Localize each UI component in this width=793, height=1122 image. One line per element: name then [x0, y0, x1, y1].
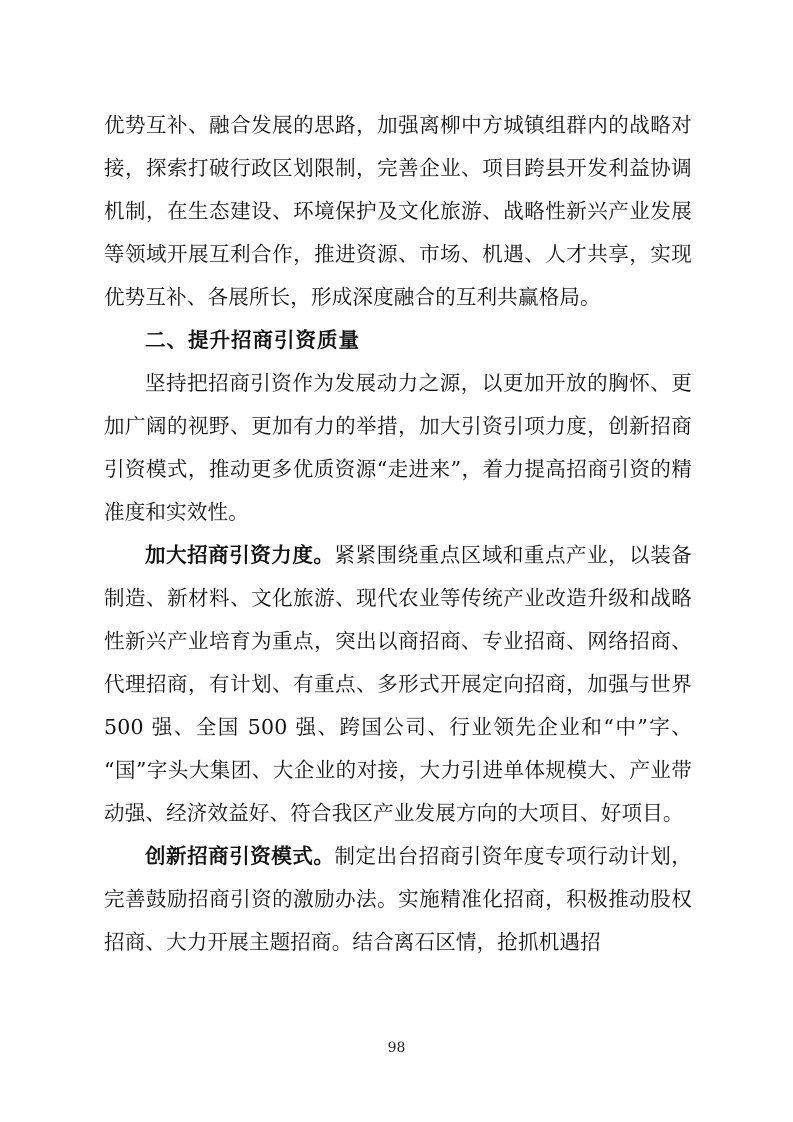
paragraph-body-investment-scale: 紧紧围绕重点区域和重点产业，以装备制造、新材料、文化旅游、现代农业等传统产业改造升级和战略性新兴产业培育为重点，突出以商招商、专业招商、网络招商、代理招商，有计划、有重点、多形式开展定向招商，加强与世界 500 强、全国 500 强、跨国公司、行业领先企业和“中”字、“国”字头大集团、大企业的对接，大力引进单体规模大、产业带动强、经济效益好、符合我区产业发展方向的大项目、好项目。 — [104, 543, 692, 825]
page-number: 98 — [387, 1040, 406, 1056]
paragraph-continuation: 优势互补、融合发展的思路，加强离柳中方城镇组群内的战略对接，探索打破行政区划限制，完善企业、项目跨县开发利益协调机制，在生态建设、环境保护及文化旅游、战略性新兴产业发展等领域开展互利合作，推进资源、市场、机遇、人才共享，实现优势互补、各展所长，形成深度融合的互利共赢格局。 — [104, 113, 692, 309]
paragraph-intro: 坚持把招商引资作为发展动力之源，以更加开放的胸怀、更加广阔的视野、更加有力的举措，加大引资引项力度，创新招商引资模式，推动更多优质资源“走进来”，着力提高招商引资的精准度和实效性。 — [104, 371, 692, 524]
section-heading: 二、提升招商引资质量 — [145, 328, 360, 352]
paragraph-lead-investment-scale: 加大招商引资力度。 — [145, 543, 335, 567]
paragraph-body-investment-model: 制定出台招商引资年度专项行动计划，完善鼓励招商引资的激励办法。实施精准化招商，积极推动股权招商、大力开展主题招商。结合离石区情，抢抓机遇招 — [104, 844, 692, 954]
page-content — [104, 104, 692, 964]
paragraph-investment-model — [104, 835, 692, 964]
paragraph-investment-scale — [104, 534, 692, 835]
paragraph-lead-investment-model: 创新招商引资模式。 — [145, 844, 335, 868]
